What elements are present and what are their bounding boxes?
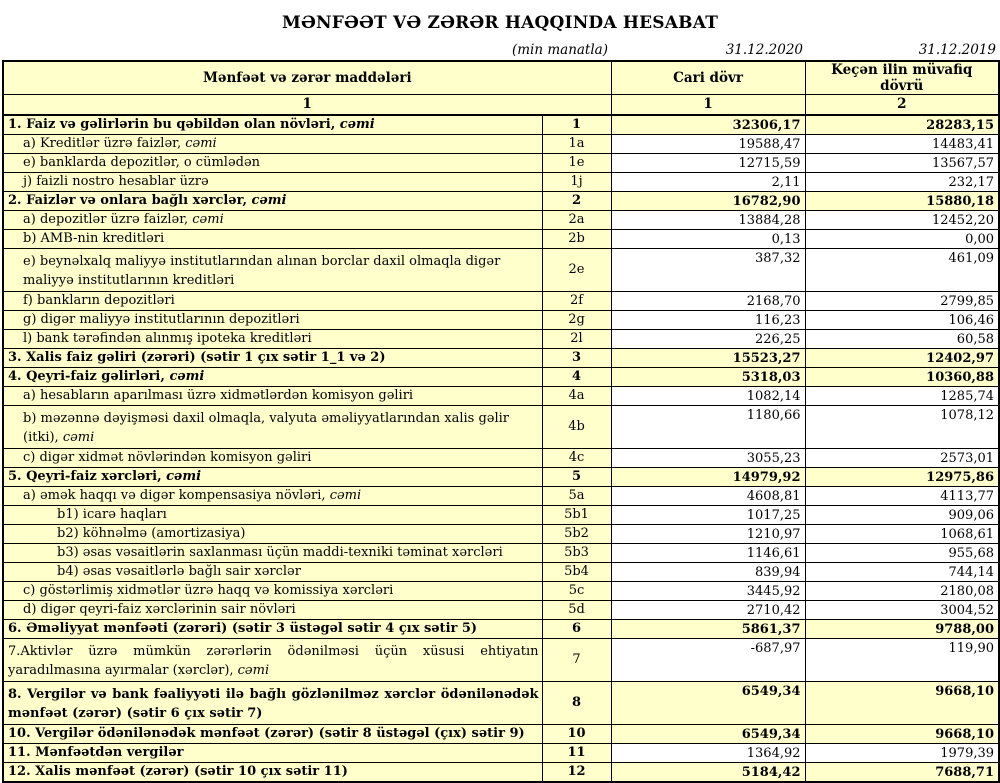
table-row xyxy=(3,310,999,329)
item-label: 10. Vergilər ödənilənədək mənfəət (zərər) (sətir 8 üstəgəl (çıx) sətir 9) xyxy=(3,724,542,743)
table-row xyxy=(3,762,999,782)
value-current: 12715,59 xyxy=(611,153,805,172)
date-current: 31.12.2020 xyxy=(725,42,803,58)
column-header-items: Mənfəət və zərər maddələri xyxy=(3,61,611,95)
item-label: c) göstərlimiş xidmətlər üzrə haqq və komissiya xərcləri xyxy=(3,581,542,600)
table-row xyxy=(3,405,999,448)
column-header-previous: Keçən ilin müvafiq dövrü xyxy=(805,61,999,95)
table-row xyxy=(3,367,999,386)
item-label: 8. Vergilər və bank fəaliyyəti ilə bağlı gözlənilməz xərclər ödənilənədək mənfəət (zərər) (sətir 6 çıx sətir 7) xyxy=(3,681,542,724)
table-row xyxy=(3,348,999,367)
value-current: 3445,92 xyxy=(611,581,805,600)
value-previous: 955,68 xyxy=(805,543,999,562)
table-row xyxy=(3,229,999,248)
header-row-numbers xyxy=(3,95,999,115)
value-previous: 2573,01 xyxy=(805,448,999,467)
value-previous: 119,90 xyxy=(805,638,999,681)
value-previous: 744,14 xyxy=(805,562,999,581)
table-row xyxy=(3,134,999,153)
unit-note: (min manatla) xyxy=(511,42,608,58)
item-code: 5b4 xyxy=(542,562,611,581)
item-code: 1a xyxy=(542,134,611,153)
value-previous: 15880,18 xyxy=(805,191,999,210)
date-previous: 31.12.2019 xyxy=(918,42,996,58)
value-current: 5318,03 xyxy=(611,367,805,386)
value-previous: 9668,10 xyxy=(805,681,999,724)
item-label: g) digər maliyyə institutlarının depozitləri xyxy=(3,310,542,329)
item-code: 11 xyxy=(542,743,611,762)
item-code: 4 xyxy=(542,367,611,386)
report-table xyxy=(2,60,1000,783)
column-number-previous: 2 xyxy=(805,95,999,115)
item-label: a) hesabların aparılması üzrə xidmətlərdən komisyon gəliri xyxy=(3,386,542,405)
table-row xyxy=(3,291,999,310)
page-title: MƏNFƏƏT VƏ ZƏRƏR HAQQINDA HESABAT xyxy=(281,13,719,33)
item-code: 3 xyxy=(542,348,611,367)
item-code: 2b xyxy=(542,229,611,248)
item-label: 4. Qeyri-faiz gəlirləri, cəmi xyxy=(3,367,542,386)
item-label: 6. Əməliyyat mənfəəti (zərəri) (sətir 3 üstəgəl sətir 4 çıx sətir 5) xyxy=(3,619,542,638)
table-row xyxy=(3,467,999,486)
table-row xyxy=(3,543,999,562)
table-row xyxy=(3,248,999,291)
table-body xyxy=(3,115,999,782)
item-label: e) banklarda depozitlər, o cümlədən xyxy=(3,153,542,172)
item-label: 12. Xalis mənfəət (zərər) (sətir 10 çıx sətir 11) xyxy=(3,762,542,782)
item-code: 5d xyxy=(542,600,611,619)
table-row xyxy=(3,191,999,210)
item-code: 4c xyxy=(542,448,611,467)
item-label: 3. Xalis faiz gəliri (zərəri) (sətir 1 çıx sətir 1_1 və 2) xyxy=(3,348,542,367)
table-header xyxy=(3,61,999,115)
item-code: 2g xyxy=(542,310,611,329)
item-label: e) beynəlxalq maliyyə institutlarından alınan borclar daxil olmaqla digər maliyyə institutlarının kreditləri xyxy=(3,248,542,291)
item-code: 2 xyxy=(542,191,611,210)
item-label: b3) əsas vəsaitlərin saxlanması üçün maddi-texniki təminat xərcləri xyxy=(3,543,542,562)
item-code: 4a xyxy=(542,386,611,405)
table-row xyxy=(3,600,999,619)
item-label: l) bank tərəfindən alınmış ipoteka kreditləri xyxy=(3,329,542,348)
value-previous: 12452,20 xyxy=(805,210,999,229)
value-current: 3055,23 xyxy=(611,448,805,467)
value-previous: 1979,39 xyxy=(805,743,999,762)
item-code: 12 xyxy=(542,762,611,782)
item-label: j) faizli nostro hesablar üzrə xyxy=(3,172,542,191)
value-current: 16782,90 xyxy=(611,191,805,210)
value-current: 2168,70 xyxy=(611,291,805,310)
item-label: b2) köhnəlmə (amortizasiya) xyxy=(3,524,542,543)
table-row xyxy=(3,115,999,135)
value-previous: 9788,00 xyxy=(805,619,999,638)
value-current: 1017,25 xyxy=(611,505,805,524)
value-previous: 12402,97 xyxy=(805,348,999,367)
value-previous: 14483,41 xyxy=(805,134,999,153)
value-current: 839,94 xyxy=(611,562,805,581)
item-label: 11. Mənfəətdən vergilər xyxy=(3,743,542,762)
value-previous: 2180,08 xyxy=(805,581,999,600)
column-header-current: Cari dövr xyxy=(611,61,805,95)
table-row xyxy=(3,619,999,638)
item-code: 10 xyxy=(542,724,611,743)
table-row xyxy=(3,681,999,724)
item-code: 2f xyxy=(542,291,611,310)
value-previous: 7688,71 xyxy=(805,762,999,782)
value-current: 6549,34 xyxy=(611,681,805,724)
table-row xyxy=(3,448,999,467)
value-current: 1210,97 xyxy=(611,524,805,543)
value-current: 0,13 xyxy=(611,229,805,248)
value-previous: 0,00 xyxy=(805,229,999,248)
table-row xyxy=(3,562,999,581)
value-previous: 4113,77 xyxy=(805,486,999,505)
value-current: 116,23 xyxy=(611,310,805,329)
item-code: 5b1 xyxy=(542,505,611,524)
value-current: 19588,47 xyxy=(611,134,805,153)
value-current: 32306,17 xyxy=(611,115,805,135)
table-row xyxy=(3,581,999,600)
table-row xyxy=(3,724,999,743)
item-label: b1) icarə haqları xyxy=(3,505,542,524)
subheader-row xyxy=(2,42,998,58)
item-code: 2a xyxy=(542,210,611,229)
table-row xyxy=(3,210,999,229)
report-document xyxy=(0,13,1000,783)
item-code: 6 xyxy=(542,619,611,638)
item-code: 2l xyxy=(542,329,611,348)
item-code: 1e xyxy=(542,153,611,172)
value-current: 1180,66 xyxy=(611,405,805,448)
item-label: 1. Faiz və gəlirlərin bu qəbildən olan növləri, cəmi xyxy=(3,115,542,135)
value-current: 13884,28 xyxy=(611,210,805,229)
value-previous: 3004,52 xyxy=(805,600,999,619)
item-code: 5 xyxy=(542,467,611,486)
table-row xyxy=(3,172,999,191)
item-code: 4b xyxy=(542,405,611,448)
value-previous: 13567,57 xyxy=(805,153,999,172)
item-code: 5a xyxy=(542,486,611,505)
item-label: f) bankların depozitləri xyxy=(3,291,542,310)
value-current: 226,25 xyxy=(611,329,805,348)
table-row xyxy=(3,153,999,172)
item-code: 7 xyxy=(542,638,611,681)
value-current: 4608,81 xyxy=(611,486,805,505)
value-previous: 9668,10 xyxy=(805,724,999,743)
value-current: 1146,61 xyxy=(611,543,805,562)
item-label: 5. Qeyri-faiz xərcləri, cəmi xyxy=(3,467,542,486)
table-row xyxy=(3,386,999,405)
value-previous: 461,09 xyxy=(805,248,999,291)
value-current: 2710,42 xyxy=(611,600,805,619)
value-previous: 2799,85 xyxy=(805,291,999,310)
column-number-current: 1 xyxy=(611,95,805,115)
value-previous: 10360,88 xyxy=(805,367,999,386)
value-previous: 909,06 xyxy=(805,505,999,524)
header-row-titles xyxy=(3,61,999,95)
value-previous: 1068,61 xyxy=(805,524,999,543)
item-label: b) məzənnə dəyişməsi daxil olmaqla, valyuta əməliyyatlarından xalis gəlir (itki), cəmi xyxy=(3,405,542,448)
item-code: 1 xyxy=(542,115,611,135)
item-label: a) Kreditlər üzrə faizlər, cəmi xyxy=(3,134,542,153)
item-label: 7.Aktivlər üzrə mümkün zərərlərin ödənilməsi üçün xüsusi ehtiyatın yaradılmasına ayırmalar (xərclər), cəmi xyxy=(3,638,542,681)
item-label: d) digər qeyri-faiz xərclərinin sair növləri xyxy=(3,600,542,619)
value-previous: 28283,15 xyxy=(805,115,999,135)
value-previous: 1285,74 xyxy=(805,386,999,405)
column-number-items: 1 xyxy=(3,95,611,115)
item-code: 5b3 xyxy=(542,543,611,562)
item-code: 1j xyxy=(542,172,611,191)
item-label: a) depozitlər üzrə faizlər, cəmi xyxy=(3,210,542,229)
value-current: 1364,92 xyxy=(611,743,805,762)
value-previous: 106,46 xyxy=(805,310,999,329)
item-label: b) AMB-nin kreditləri xyxy=(3,229,542,248)
value-current: 15523,27 xyxy=(611,348,805,367)
value-current: 5861,37 xyxy=(611,619,805,638)
item-label: b4) əsas vəsaitlərlə bağlı sair xərclər xyxy=(3,562,542,581)
item-code: 5c xyxy=(542,581,611,600)
item-label: c) digər xidmət növlərindən komisyon gəliri xyxy=(3,448,542,467)
value-previous: 1078,12 xyxy=(805,405,999,448)
item-label: a) əmək haqqı və digər kompensasiya növləri, cəmi xyxy=(3,486,542,505)
value-previous: 232,17 xyxy=(805,172,999,191)
item-code: 2e xyxy=(542,248,611,291)
item-code: 8 xyxy=(542,681,611,724)
value-current: 5184,42 xyxy=(611,762,805,782)
value-current: 6549,34 xyxy=(611,724,805,743)
table-row xyxy=(3,486,999,505)
item-code: 5b2 xyxy=(542,524,611,543)
table-row xyxy=(3,524,999,543)
table-row xyxy=(3,743,999,762)
item-label: 2. Faizlər və onlara bağlı xərclər, cəmi xyxy=(3,191,542,210)
value-current: 387,32 xyxy=(611,248,805,291)
value-current: -687,97 xyxy=(611,638,805,681)
value-previous: 12975,86 xyxy=(805,467,999,486)
value-current: 1082,14 xyxy=(611,386,805,405)
value-current: 14979,92 xyxy=(611,467,805,486)
table-row xyxy=(3,505,999,524)
table-row xyxy=(3,329,999,348)
value-previous: 60,58 xyxy=(805,329,999,348)
table-row xyxy=(3,638,999,681)
value-current: 2,11 xyxy=(611,172,805,191)
